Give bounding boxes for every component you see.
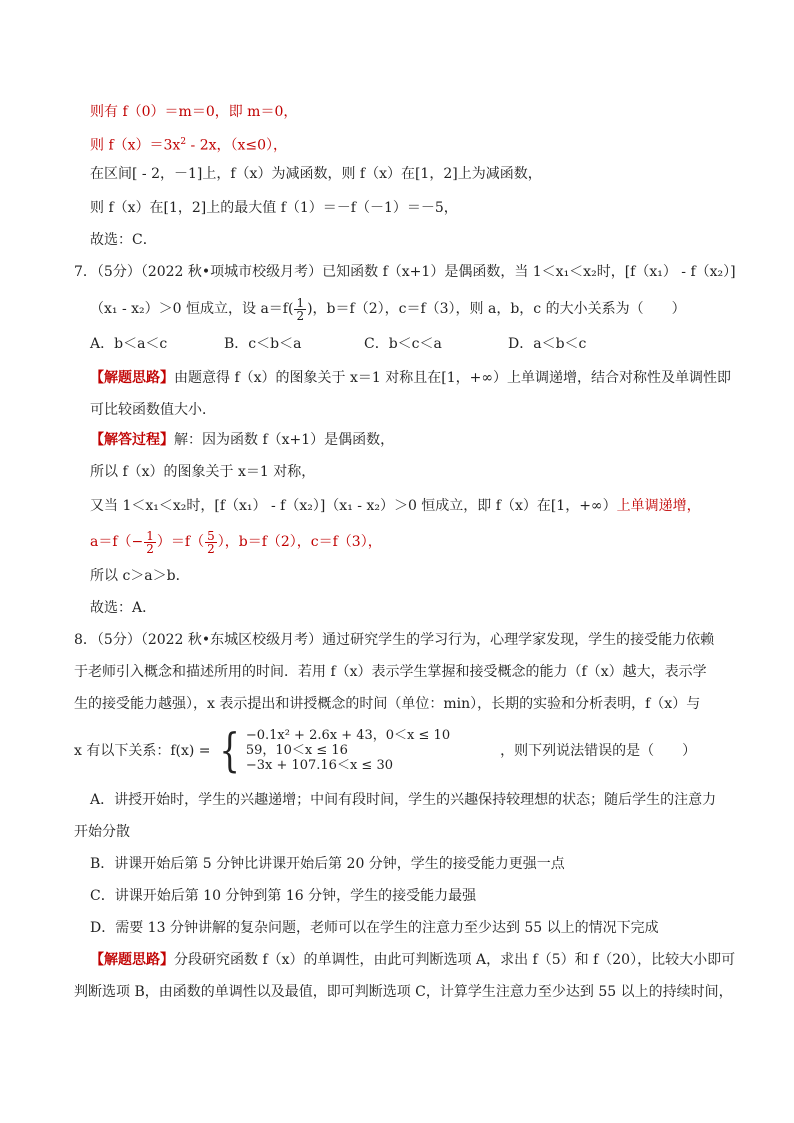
q8-option-b: B．讲课开始后第 5 分钟比讲课开始后第 20 分钟，学生的接受能力更强一点 [90, 856, 565, 872]
q7-option-b: B．c＜b＜a [224, 336, 302, 352]
q7-stem-cont: （x₁ - x₂）＞0 恒成立，设 a＝f( $\frac{1}{2}$ )，b＝f（2），c＝f（3），则 a，b，c 的大小关系为（ ） [90, 295, 686, 323]
q7-process-line: 又当 1＜x₁＜x₂时，[f（x₁） - f（x₂）]（x₁ - x₂）＞0 恒成立，即 f（x）在[1，+∞）上单调递增， [90, 498, 701, 514]
q8-option-d: D．需要 13 分钟讲解的复杂问题，老师可以在学生的注意力至少达到 55 以上的情况下完成 [90, 920, 659, 936]
q7-option-c: C．b＜c＜a [364, 336, 442, 352]
piece: −0.1x² + 2.6x + 43，0＜x ≤ 10 [245, 727, 451, 743]
q8-stem: 8．（5分）（2022 秋•东城区校级月考）通过研究学生的学习行为，心理学家发现，学生的接受能力依赖 [74, 632, 715, 648]
piece: −3x + 107.16＜x ≤ 30 [245, 757, 393, 773]
q7-idea: 【解题思路】由题意得 f（x）的图象关于 x＝1 对称且在[1，+∞）上单调递增，结合对称性及单调性即 [90, 370, 731, 386]
fraction: $\frac{1}{2}$ [296, 295, 305, 323]
solution-answer: 故选：C． [90, 232, 157, 248]
q7-answer: 故选：A． [90, 600, 157, 616]
q7-process: 【解答过程】解：因为函数 f（x+1）是偶函数， [90, 432, 395, 448]
solution-line: 则 $f(x)=3x^2 - 2x$，（x≤0）， [90, 137, 288, 154]
q8-stem-cont: 于老师引入概念和描述所用的时间．若用 f（x）表示学生掌握和接受概念的能力（f（x）越大，表示学 [74, 664, 707, 680]
q7-stem: 7．（5分）（2022 秋•项城市校级月考）已知函数 f（x+1）是偶函数，当 1＜x₁＜x₂时，[f（x₁） - f（x₂）] [74, 264, 736, 280]
q7-idea-cont: 可比较函数值大小． [90, 402, 216, 418]
q7-option-a: A．b＜a＜c [90, 336, 168, 352]
q7-process-line: 所以 c＞a＞b． [90, 568, 190, 584]
solution-line: 则有 f（0）＝m＝0，即 m＝0， [90, 104, 298, 120]
solution-line: 在区间[ - 2，－1]上，f（x）为减函数，则 f（x）在[1，2]上为减函数， [90, 166, 542, 182]
piece: 59，10＜x ≤ 16 [245, 742, 348, 758]
piecewise-function [74, 723, 697, 777]
q8-idea-cont: 判断选项 B，由函数的单调性以及最值，即可判断选项 C，计算学生注意力至少达到 55 以上的持续时间， [74, 984, 733, 1000]
q8-option-a: A．讲授开始时，学生的兴趣递增；中间有段时间，学生的兴趣保持较理想的状态；随后学生的注意力 [90, 792, 717, 808]
fraction: $\frac{5}{2}$ [207, 528, 215, 556]
q8-idea: 【解题思路】分段研究函数 f（x）的单调性，由此可判断选项 A，求出 f（5）和 f（20），比较大小即可 [90, 952, 736, 968]
q7-process-line: 所以 f（x）的图象关于 x＝1 对称， [90, 464, 316, 480]
question-tail: ，则下列说法错误的是（ ） [500, 743, 697, 759]
brace: { [218, 723, 240, 777]
q7-process-line: a＝f（− $\frac{1}{2}$ ）＝f（ $\frac{5}{2}$ ），b＝f（2），c＝f（3）， [90, 528, 382, 556]
q8-option-a-cont: 开始分散 [74, 824, 130, 840]
q7-option-d: D．a＜b＜c [508, 336, 587, 352]
q8-stem-cont: 生的接受能力越强），x 表示提出和讲授概念的时间（单位：min），长期的实验和分析表明，f（x）与 [74, 696, 701, 712]
pieces [246, 728, 450, 773]
q8-option-c: C．讲课开始后第 10 分钟到第 16 分钟，学生的接受能力最强 [90, 888, 477, 904]
solution-line: 则 f（x）在[1，2]上的最大值 f（1）＝－f（－1）＝－5， [90, 200, 458, 216]
function-label: x 有以下关系：f(x) = [74, 743, 211, 759]
fraction: $\frac{1}{2}$ [146, 528, 154, 556]
